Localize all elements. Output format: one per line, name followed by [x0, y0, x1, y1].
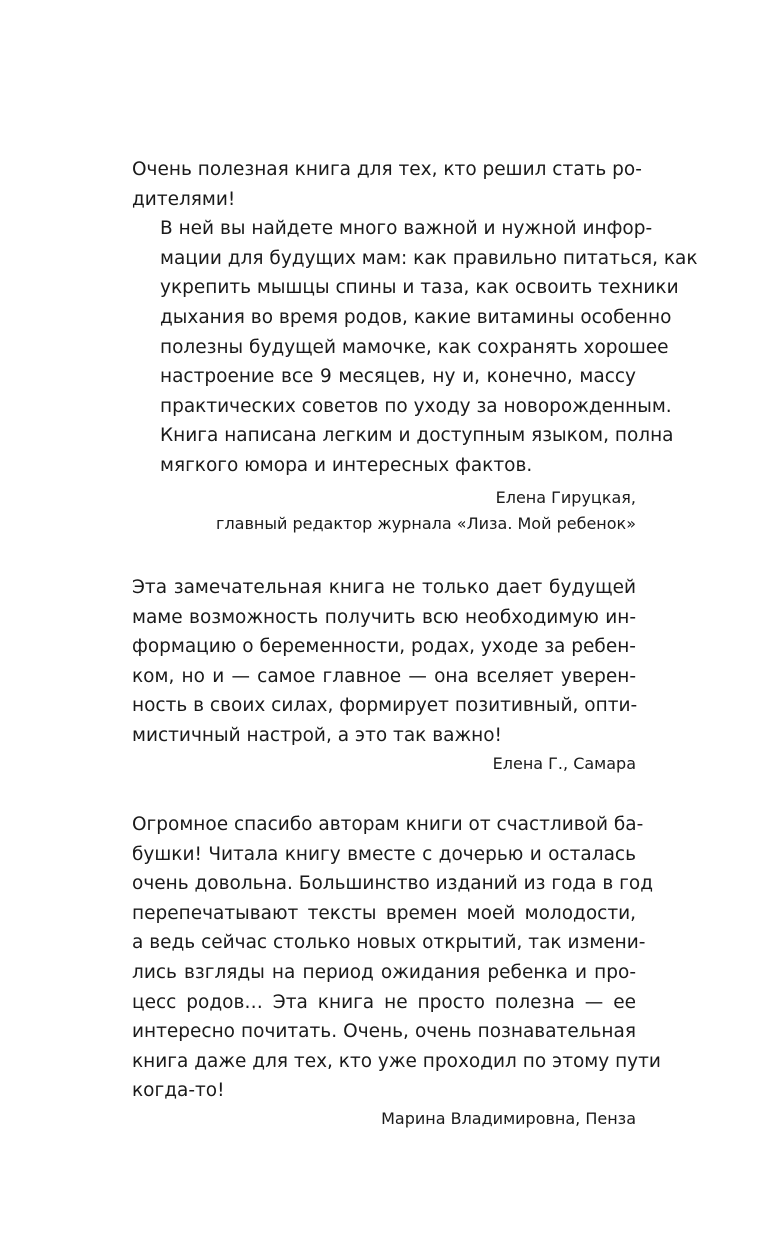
text-line: Эта замечательная книга не только дает будущей: [132, 577, 636, 598]
text-line: ность в своих силах, формирует позитивный, опти-: [132, 695, 638, 717]
text-line: книга даже для тех, кто уже проходил по этому пути: [132, 1050, 661, 1072]
text-line: когда-то!: [132, 1080, 225, 1102]
text-line: настроение все 9 месяцев, ну и, конечно, массу: [160, 366, 636, 388]
text-line: лись взгляды на период ожидания ребенка и про-: [132, 961, 636, 983]
review-1: [132, 155, 698, 537]
text-line: мягкого юмора и интересных фактов.: [160, 454, 533, 476]
review-2-paragraph-1: [132, 573, 636, 751]
review-3-signature: [132, 1106, 636, 1132]
text-line: В ней вы найдете много важной и нужной инфор-: [160, 218, 653, 240]
text-line: Огромное спасибо авторам книги от счастливой ба-: [132, 814, 644, 835]
signature-title: главный редактор журнала «Лиза. Мой ребенок»: [216, 513, 636, 533]
text-line: маме возможность получить всю необходимую ин-: [132, 606, 636, 628]
text-line: дителями!: [132, 188, 236, 210]
text-line: очень довольна. Большинство изданий из года в год: [132, 873, 654, 895]
text-line: а ведь сейчас столько новых открытий, так измени-: [132, 932, 646, 954]
text-line: практических советов по уходу за новорожденным.: [160, 395, 672, 417]
review-1-paragraph-1: [132, 155, 642, 214]
review-3-paragraph-1: [132, 810, 661, 1106]
review-3: [132, 810, 661, 1132]
review-2-signature: [132, 751, 636, 777]
signature-author: Елена Г., Самара: [492, 753, 636, 773]
review-1-paragraph-2: [132, 214, 698, 421]
review-1-signature: [132, 485, 636, 537]
signature-author: Марина Владимировна, Пенза: [381, 1108, 636, 1128]
text-line: Очень полезная книга для тех, кто решил стать ро-: [132, 159, 642, 180]
signature-author: Елена Гируцкая,: [495, 487, 636, 507]
text-line: Книга написана легким и доступным языком, полна: [160, 425, 674, 447]
text-line: формацию о беременности, родах, уходе за ребен-: [132, 636, 636, 658]
text-line: дыхания во время родов, какие витамины особенно: [160, 306, 672, 328]
text-line: мации для будущих мам: как правильно питаться, как: [160, 247, 698, 269]
text-line: бушки! Читала книгу вместе с дочерью и осталась: [132, 843, 636, 865]
text-line: цесс родов… Эта книга не просто полезна — ее: [132, 991, 636, 1013]
text-line: мистичный настрой, а это так важно!: [132, 724, 502, 746]
review-1-paragraph-3: [132, 421, 674, 480]
text-line: полезны будущей мамочке, как сохранять хорошее: [160, 336, 669, 358]
review-2: [132, 573, 636, 777]
text-line: интересно почитать. Очень, очень познавательная: [132, 1021, 636, 1043]
text-line: ком, но и — самое главное — она вселяет уверен-: [132, 665, 636, 687]
text-line: перепечатывают тексты времен моей молодости,: [132, 902, 636, 924]
text-line: укрепить мышцы спины и таза, как освоить техники: [160, 277, 679, 299]
